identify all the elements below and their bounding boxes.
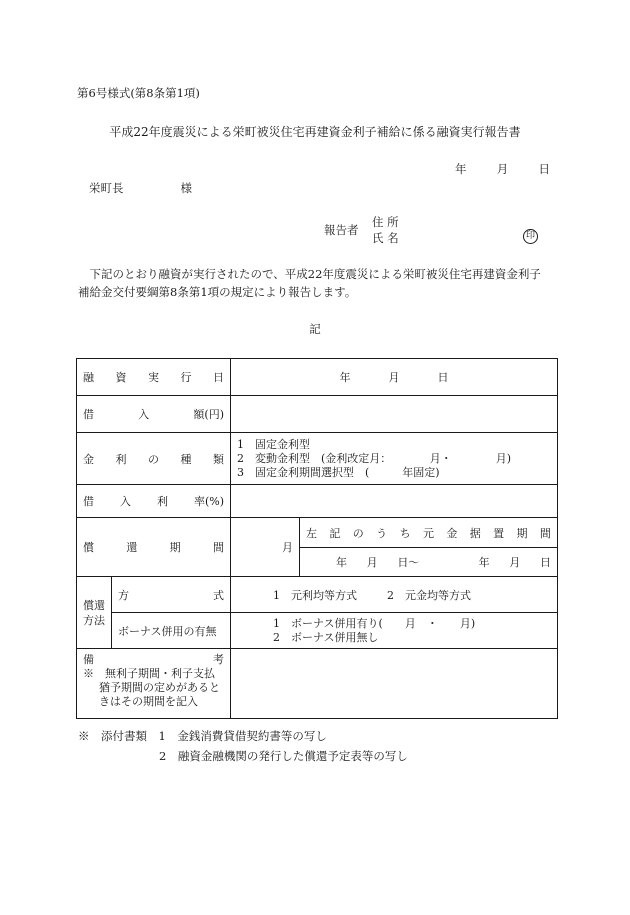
- rate-value: [231, 485, 558, 518]
- reporter-address-label: 住 所: [372, 215, 399, 229]
- row-interest-rate: [77, 485, 558, 518]
- document-title: 平成22年度震災による栄町被災住宅再建資金利子補給に係る融資実行報告書: [109, 125, 521, 139]
- bonus-options: 1 ボーナス併用有り( 月 ・ 月) 2 ボーナス併用無し: [231, 613, 558, 649]
- date-month: 月: [496, 162, 509, 176]
- method-options: 1 元利均等方式 2 元金均等方式: [231, 577, 558, 613]
- row-rate-type: [77, 433, 558, 485]
- body-paragraph: [78, 265, 558, 301]
- method-label: 方 式: [112, 577, 231, 613]
- date-year: 年: [455, 162, 467, 176]
- bonus-label: ボーナス併用の有無: [112, 613, 231, 649]
- ki-heading: 記: [309, 322, 321, 336]
- row-repayment-method: [77, 577, 558, 613]
- addressee: [89, 180, 192, 196]
- attachments: [78, 726, 408, 766]
- body-line-1: 下記のとおり融資が実行されたので、平成22年度震災による栄町被災住宅再建資金利子: [89, 267, 541, 281]
- rate-type-options: 1 固定金利型 2 変動金利型 (金利改定月： 月・ 月) 3 固定金利期間選択型 ( 年固定): [231, 433, 558, 485]
- reporter-label: 報告者: [324, 223, 359, 237]
- form-number: 第6号様式(第8条第1項): [77, 86, 200, 100]
- period-label: 償 還 期 間: [77, 518, 231, 577]
- rate-label: 借 入 利 率(%): [77, 485, 231, 518]
- row-notes: [77, 649, 558, 719]
- row-loan-date: [77, 359, 558, 396]
- row-repayment-period: [77, 518, 558, 577]
- grace-period-cell: [300, 518, 558, 577]
- repay-method-label: 償還方法: [77, 577, 112, 649]
- addressee-honorific: 様: [180, 181, 192, 195]
- notes-value: [231, 649, 558, 719]
- grace-period-label: 左 記 の う ち 元 金 据 置 期 間: [300, 519, 557, 548]
- period-value: 月: [231, 518, 300, 577]
- loan-date-label: 融 資 実 行 日: [77, 359, 231, 396]
- amount-value: [231, 396, 558, 433]
- attachment-row-1: ※ 添付書類 1 金銭消費貸借契約書等の写し: [78, 729, 327, 743]
- notes-label: 備 考 ※ 無利子期間・利子支払 猶予期間の定めがあると きはその期間を記入: [77, 649, 231, 719]
- loan-report-table: [76, 358, 558, 719]
- rate-type-label: 金 利 の 種 類: [77, 433, 231, 485]
- report-date: [455, 161, 550, 177]
- row-bonus: [77, 613, 558, 649]
- body-line-2: 補給金交付要綱第8条第1項の規定により報告します。: [78, 285, 357, 299]
- seal-mark-icon: 印: [523, 229, 538, 244]
- grace-period-value: 年 月 日〜 年 月 日: [336, 555, 551, 569]
- addressee-name: 栄町長: [89, 181, 124, 195]
- loan-date-value: 年 月 日: [231, 359, 558, 396]
- row-loan-amount: [77, 396, 558, 433]
- reporter-name-label: 氏 名: [372, 231, 399, 245]
- date-day: 日: [538, 162, 550, 176]
- amount-label: 借 入 額(円): [77, 396, 231, 433]
- attachment-row-2: 2 融資金融機関の発行した償還予定表等の写し: [159, 749, 408, 763]
